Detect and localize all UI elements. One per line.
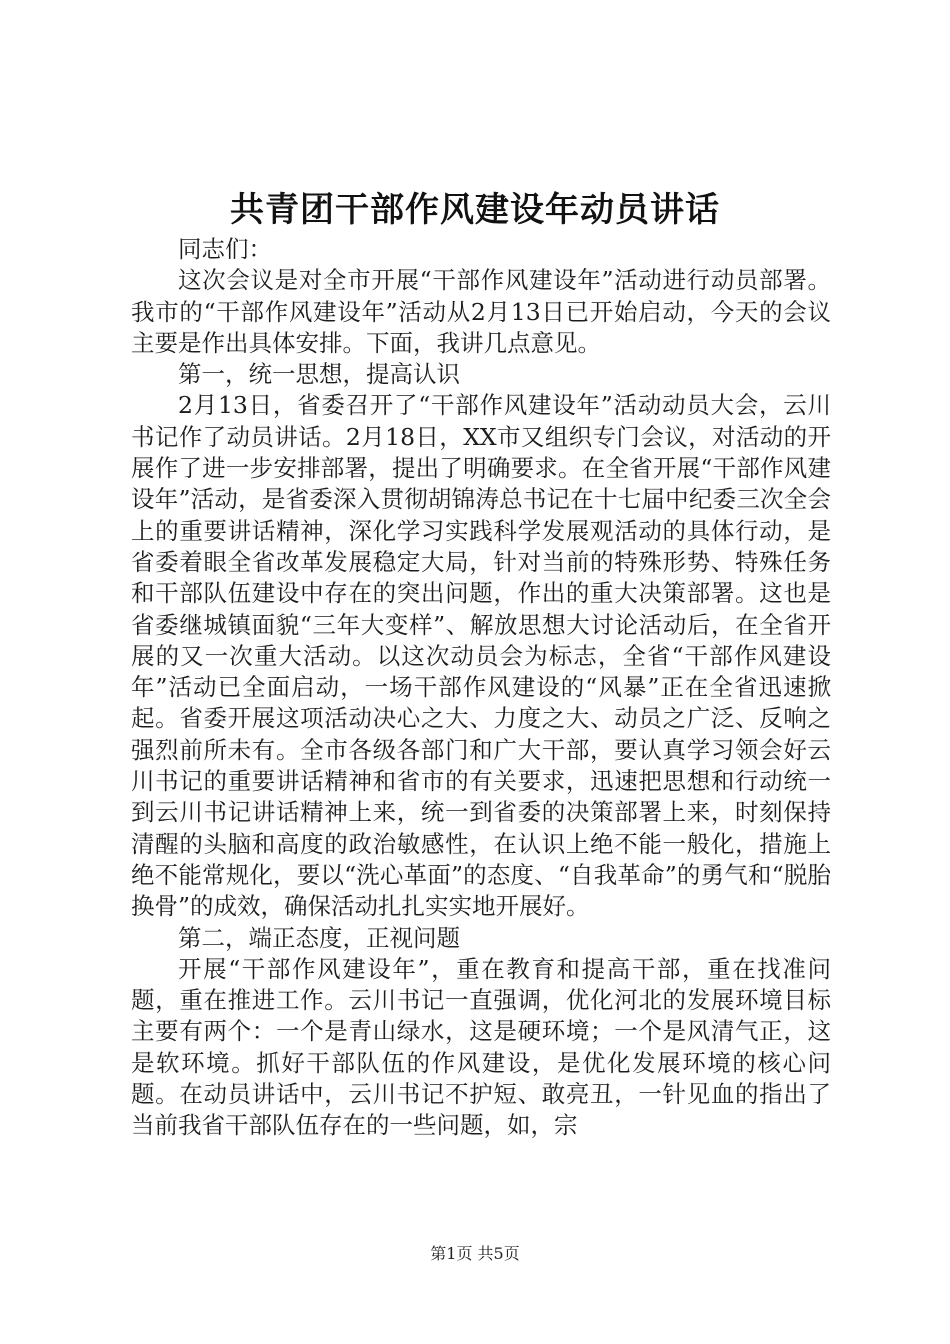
document-title: 共青团干部作风建设年动员讲话	[230, 190, 720, 230]
document-body	[131, 234, 831, 1142]
salutation: 同志们：	[178, 235, 272, 263]
page-footer: 第1页 共5页	[430, 1244, 520, 1263]
body-paragraph: 开展“干部作风建设年”，重在教育和提高干部，重在找准问题，重在推进工作。云川书记一直强调，优化河北的发展环境目标主要有两个：一个是青山绿水，这是硬环境；一个是风清气正，这是软环境。抓好干部队伍的作风建设，是优化发展环境的核心问题。在动员讲话中，云川书记不护短、敢亮丑，一针见血的指出了当前我省干部队伍存在的一些问题，如，宗	[131, 954, 831, 1140]
section-heading: 第二，端正态度，正视问题	[178, 923, 460, 952]
section-heading: 第一，统一思想，提高认识	[178, 360, 460, 389]
body-paragraph: 这次会议是对全市开展“干部作风建设年”活动进行动员部署。我市的“干部作风建设年”活动从2月13日已开始启动，今天的会议主要是作出具体安排。下面，我讲几点意见。	[131, 266, 831, 357]
body-paragraph: 2月13日，省委召开了“干部作风建设年”活动动员大会，云川书记作了动员讲话。2月18日，XX市又组织专门会议，对活动的开展作了进一步安排部署，提出了明确要求。在全省开展“干部作风建设年”活动，是省委深入贯彻胡锦涛总书记在十七届中纪委三次全会上的重要讲话精神，深化学习实践科学发展观活动的具体行动，是省委着眼全省改革发展稳定大局，针对当前的特殊形势、特殊任务和干部队伍建设中存在的突出问题，作出的重大决策部署。这也是省委继城镇面貌“三年大变样”、解放思想大讨论活动后，在全省开展的又一次重大活动。以这次动员会为标志，全省“干部作风建设年”活动已全面启动，一场干部作风建设的“风暴”正在全省迅速掀起。省委开展这项活动决心之大、力度之大、动员之广泛、反响之强烈前所未有。全市各级各部门和广大干部，要认真学习领会好云川书记的重要讲话精神和省市的有关要求，迅速把思想和行动统一到云川书记讲话精神上来，统一到省委的决策部署上来，时刻保持清醒的头脑和高度的政治敏感性，在认识上绝不能一般化，措施上绝不能常规化，要以“洗心革面”的态度、“自我革命”的勇气和“脱胎换骨”的成效，确保活动扎扎实实地开展好。	[131, 391, 831, 921]
